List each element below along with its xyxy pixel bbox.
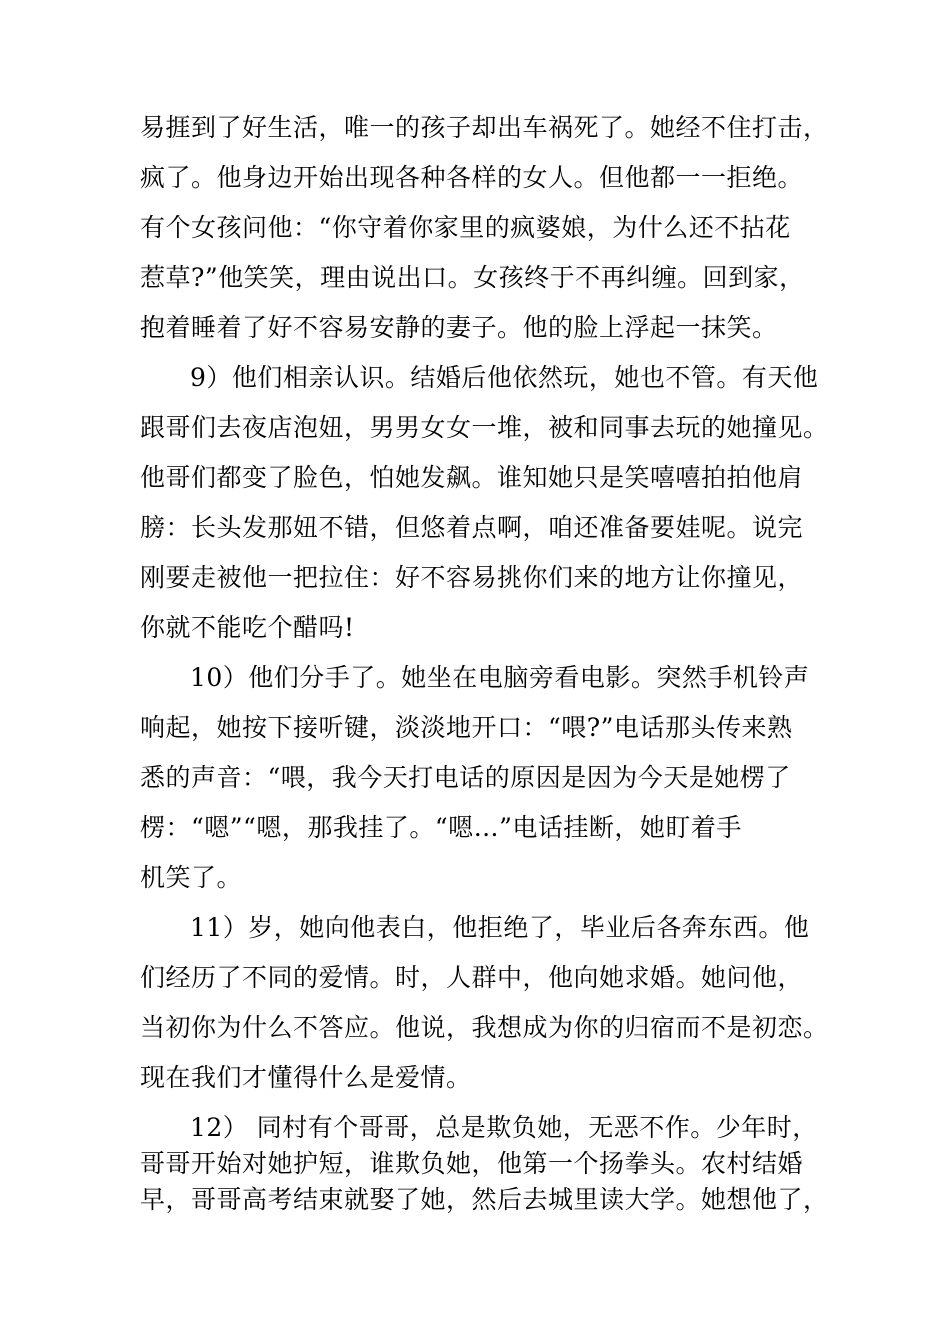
text-line: 你就不能吃个醋吗! bbox=[140, 613, 355, 642]
paragraph-9 bbox=[140, 353, 829, 653]
text-line: 膀：长头发那妞不错，但悠着点啊，咱还准备要娃呢。说完 bbox=[140, 513, 804, 542]
text-line: 们经历了不同的爱情。时，人群中，他向她求婚。她问他， bbox=[140, 963, 804, 992]
text-line: 疯了。他身边开始出现各种各样的女人。但他都一一拒绝。 bbox=[140, 163, 804, 192]
text-line: 哥哥开始对她护短，谁欺负她，他第一个扬拳头。农村结婚 bbox=[140, 1149, 804, 1178]
text-line: 楞：“嗯”“嗯，那我挂了。“嗯…”电话挂断，她盯着手 bbox=[140, 813, 742, 842]
text-line: 现在我们才懂得什么是爱情。 bbox=[140, 1063, 472, 1092]
text-line: 当初你为什么不答应。他说，我想成为你的归宿而不是初恋。 bbox=[140, 1013, 829, 1042]
paragraph-10 bbox=[140, 653, 820, 903]
text-line: 抱着睡着了好不容易安静的妻子。他的脸上浮起一抹笑。 bbox=[140, 313, 778, 342]
text-line: 早，哥哥高考结束就娶了她，然后去城里读大学。她想他了， bbox=[140, 1185, 829, 1214]
paragraph-12 bbox=[140, 1110, 829, 1218]
text-line: 有个女孩问他：“你守着你家里的疯婆娘，为什么还不拈花 bbox=[140, 213, 791, 242]
text-line: 刚要走被他一把拉住：好不容易挑你们来的地方让你撞见， bbox=[140, 563, 804, 592]
text-line: 悉的声音：“喂，我今天打电话的原因是因为今天是她楞了 bbox=[140, 763, 791, 792]
text-line: 11）岁，她向他表白，他拒绝了，毕业后各奔东西。他 bbox=[190, 913, 810, 942]
text-line: 10）他们分手了。她坐在电脑旁看电影。突然手机铃声 bbox=[190, 663, 810, 692]
text-line: 易捱到了好生活，唯一的孩子却出车祸死了。她经不住打击， bbox=[140, 113, 829, 142]
text-line: 响起，她按下接听键，淡淡地开口：“喂?”电话那头传来熟 bbox=[140, 713, 793, 742]
text-line: 9）他们相亲认识。结婚后他依然玩，她也不管。有天他 bbox=[190, 363, 819, 392]
paragraph-11 bbox=[140, 903, 829, 1103]
text-line: 机笑了。 bbox=[140, 863, 243, 892]
text-line: 惹草?”他笑笑，理由说出口。女孩终于不再纠缠。回到家， bbox=[140, 263, 805, 292]
text-line: 他哥们都变了脸色，怕她发飙。谁知她只是笑嘻嘻拍拍他肩 bbox=[140, 463, 804, 492]
paragraph-continuation bbox=[140, 103, 829, 353]
text-line: 跟哥们去夜店泡妞，男男女女一堆，被和同事去玩的她撞见。 bbox=[140, 413, 829, 442]
text-line: 12） 同村有个哥哥，总是欺负她，无恶不作。少年时， bbox=[190, 1113, 818, 1142]
